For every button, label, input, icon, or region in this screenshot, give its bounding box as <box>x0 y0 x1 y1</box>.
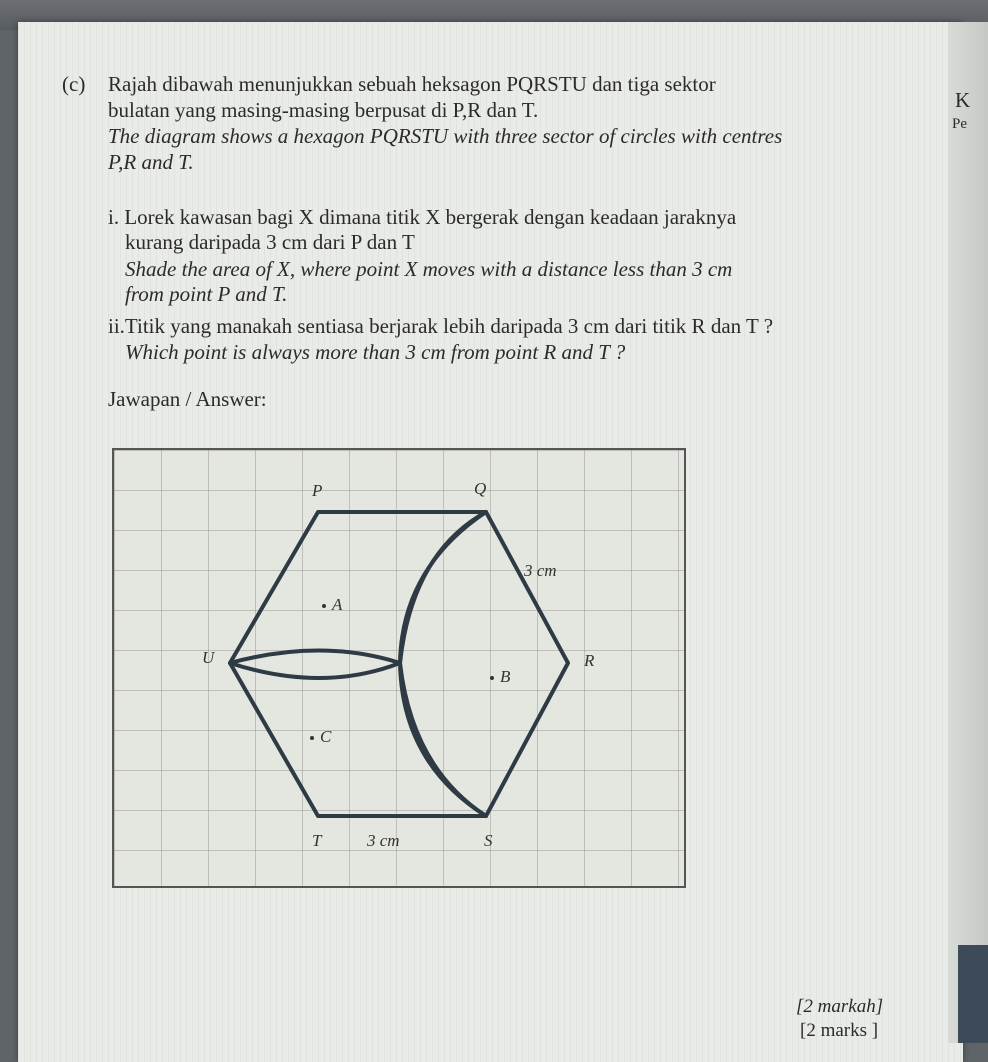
intro-en-line2: P,R and T. <box>108 150 194 174</box>
arc-centre-t-outer <box>400 663 486 816</box>
point-label-b: B <box>500 667 511 686</box>
part-i-ms-line1: i. Lorek kawasan bagi X dimana titik X bergerak dengan keadaan jaraknya <box>108 205 737 229</box>
vertex-label-r: R <box>584 651 595 670</box>
part-i-ms-line2: kurang daripada 3 cm dari P dan T <box>125 230 415 254</box>
vertex-label-q: Q <box>474 479 487 498</box>
vertex-label-p: P <box>312 481 323 500</box>
vertex-label-u: U <box>202 648 215 667</box>
intro-ms-line1: Rajah dibawah menunjukkan sebuah heksagon PQRSTU dan tiga sektor <box>108 72 716 96</box>
arc-centre-p-inner <box>230 651 400 664</box>
arc-centre-r-upper <box>400 512 486 663</box>
arc-centre-t-inner <box>230 663 400 678</box>
arc-centre-r-lower <box>400 663 486 816</box>
answer-label: Jawapan / Answer: <box>108 387 267 411</box>
arc-centre-p-outer <box>400 512 486 663</box>
vertex-label-t: T <box>312 831 322 850</box>
side-label-qr: 3 cm <box>524 561 557 580</box>
point-c-dot <box>310 736 314 740</box>
point-a-dot <box>322 604 326 608</box>
desk-corner <box>958 945 988 1043</box>
adjacent-page-strip <box>948 22 988 1043</box>
part-i-en-line1: Shade the area of X, where point X moves with a distance less than 3 cm <box>125 257 733 281</box>
hexagon-diagram <box>112 448 686 888</box>
margin-text-1: K <box>955 88 971 112</box>
intro-en-line1: The diagram shows a hexagon PQRSTU with three sector of circles with centres <box>108 124 783 148</box>
side-label-ts: 3 cm <box>367 831 400 850</box>
marks-ms: [2 markah] <box>796 996 884 1017</box>
intro-ms-line2: bulatan yang masing-masing berpusat di P,R dan T. <box>108 98 539 122</box>
question-label: (c) <box>62 72 86 96</box>
point-label-a: A <box>332 595 343 614</box>
vertex-label-s: S <box>484 831 493 850</box>
part-ii-en: Which point is always more than 3 cm from point R and T ? <box>125 340 626 364</box>
margin-text-2: Pe <box>952 116 967 132</box>
part-i-en-line2: from point P and T. <box>125 282 288 306</box>
part-ii-ms: ii.Titik yang manakah sentiasa berjarak lebih daripada 3 cm dari titik R dan T ? <box>108 314 774 338</box>
point-b-dot <box>490 676 494 680</box>
marks-en: [2 marks ] <box>800 1020 879 1041</box>
point-label-c: C <box>320 727 332 746</box>
